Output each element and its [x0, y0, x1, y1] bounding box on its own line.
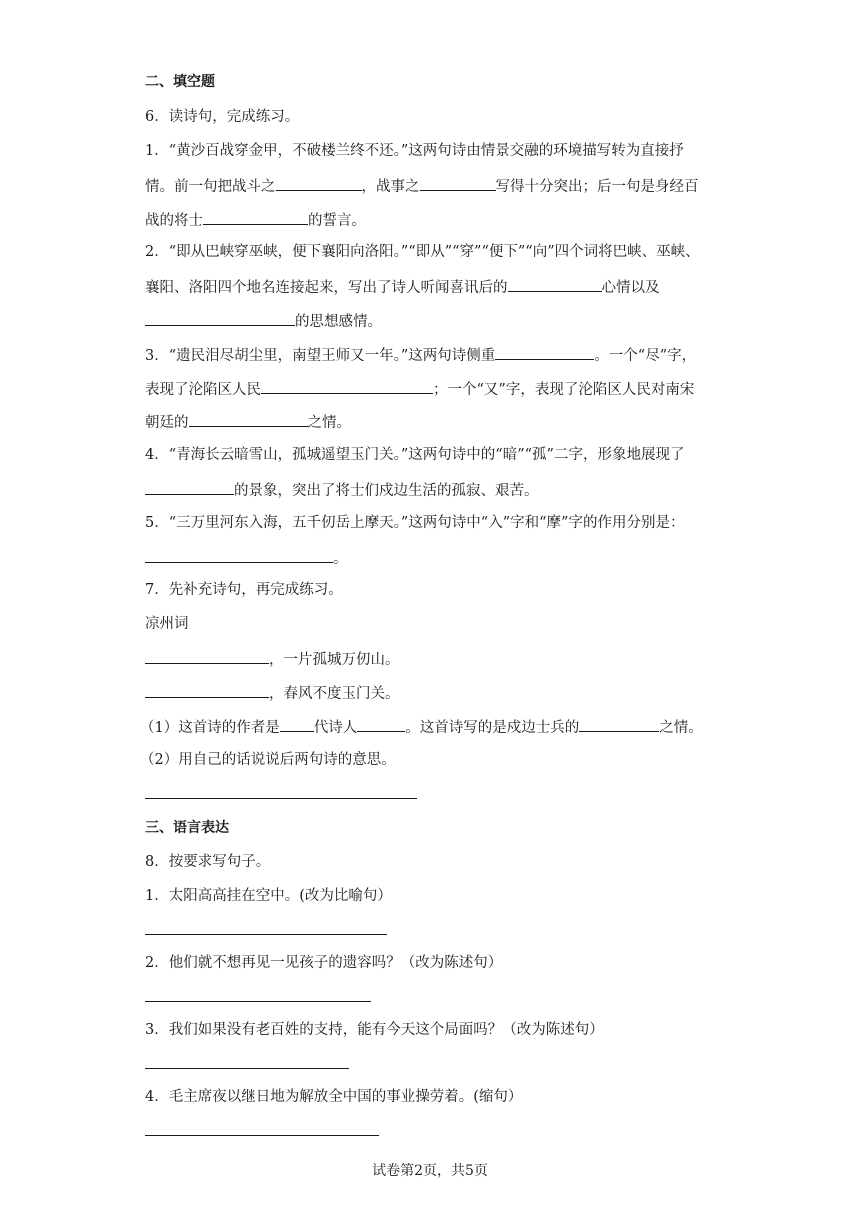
q7-heading: 7．先补充诗句，再完成练习。	[145, 582, 343, 598]
q6-item3-text-e: 朝廷的	[145, 415, 189, 431]
q6-item1-text-d: 战的将士	[145, 213, 203, 229]
q8-item-2: 2．他们就不想再见一见孩子的遗容吗？（改为陈述句）	[145, 955, 503, 971]
q6-item2-line3	[145, 310, 382, 332]
poem-line-2	[145, 682, 400, 704]
q6-item3-text-f: 之情。	[307, 415, 351, 431]
q6-item2-text-c: 的思想感情。	[295, 314, 382, 330]
q6-item3-line2	[145, 378, 694, 400]
answer-blank[interactable]	[203, 209, 308, 225]
answer-blank[interactable]	[145, 310, 295, 326]
answer-line[interactable]	[145, 934, 387, 935]
q7-part2: （2）用自己的话说说后两句诗的意思。	[140, 752, 396, 768]
answer-blank[interactable]	[508, 276, 602, 292]
q6-item3-line3	[145, 411, 351, 433]
answer-blank[interactable]	[261, 378, 433, 394]
answer-line[interactable]	[145, 1001, 371, 1002]
q6-item4-text-a: 的景象，突出了将士们戍边生活的孤寂、艰苦。	[234, 483, 539, 499]
answer-blank[interactable]	[280, 716, 314, 732]
q6-item1-text-b: ，战事之	[361, 179, 420, 195]
answer-line[interactable]	[145, 798, 417, 799]
q6-item3-text-d: ；一个“又”字，表现了沦陷区人民对南宋	[433, 382, 695, 398]
answer-blank[interactable]	[420, 175, 496, 191]
q6-item5-text-a: 。	[333, 551, 348, 567]
answer-blank[interactable]	[357, 716, 405, 732]
q6-item3-line1	[145, 344, 696, 366]
poem-line-2-text: ，春风不度玉门关。	[269, 686, 400, 702]
q8-item-4: 4．毛主席夜以继日地为解放全中国的事业操劳着。(缩句）	[145, 1089, 523, 1105]
poem-line-1	[145, 648, 400, 670]
q6-item2-line1: 2．“即从巴峡穿巫峡，便下襄阳向洛阳。”“即从”“穿”“便下”“向”四个词将巴峡、巫峡、	[145, 244, 700, 260]
q7-part1	[140, 716, 703, 738]
q6-item5-line2	[145, 547, 348, 569]
q6-item2-text-a: 襄阳、洛阳四个地名连接起来，写出了诗人听闻喜讯后的	[145, 280, 508, 296]
answer-blank[interactable]	[276, 175, 362, 191]
q7-part1-text-b: 代诗人	[313, 720, 358, 736]
q6-item4-line1: 4．“青海长云暗雪山，孤城遥望玉门关。”这两句诗中的“暗”“孤”二字，形象地展现了	[145, 447, 685, 463]
q6-item1-text-a: 情。前一句把战斗之	[145, 179, 276, 195]
q6-item2-text-b: 心情以及	[601, 280, 660, 296]
q6-item1-text-c: 写得十分突出；后一句是身经百	[495, 179, 699, 195]
q8-heading: 8．按要求写句子。	[145, 854, 271, 870]
q7-part1-text-a: （1）这首诗的作者是	[140, 720, 280, 736]
q6-item1-text-e: 的誓言。	[308, 213, 366, 229]
answer-blank[interactable]	[145, 479, 234, 495]
answer-line[interactable]	[145, 1135, 379, 1136]
q6-item1-line1: 1．“黄沙百战穿金甲，不破楼兰终不还。”这两句诗由情景交融的环境描写转为直接抒	[145, 143, 684, 159]
answer-blank[interactable]	[579, 716, 659, 732]
q6-item3-text-c: 表现了沦陷区人民	[145, 382, 261, 398]
poem-title: 凉州词	[145, 616, 189, 632]
q6-item2-line2	[145, 276, 660, 298]
section-title-language-expression: 三、语言表达	[145, 820, 229, 836]
answer-blank[interactable]	[189, 411, 308, 427]
q7-part1-text-d: 之情。	[659, 720, 703, 736]
page-footer: 试卷第2页，共5页	[372, 1163, 488, 1179]
q6-heading: 6．读诗句，完成练习。	[145, 109, 300, 125]
q8-item-1: 1．太阳高高挂在空中。(改为比喻句）	[145, 888, 392, 904]
answer-blank[interactable]	[145, 547, 333, 563]
q8-item-3: 3．我们如果没有老百姓的支持，能有今天这个局面吗？（改为陈述句）	[145, 1022, 604, 1038]
q6-item1-line2	[145, 175, 699, 197]
section-title-fill-blank: 二、填空题	[145, 74, 215, 90]
answer-blank[interactable]	[145, 682, 269, 698]
answer-line[interactable]	[145, 1068, 349, 1069]
poem-line-1-text: ，一片孤城万仞山。	[269, 652, 400, 668]
q6-item4-line2	[145, 479, 539, 501]
q6-item3-text-a: 3．“遗民泪尽胡尘里，南望王师又一年。”这两句诗侧重	[145, 348, 496, 364]
q6-item1-line3	[145, 209, 366, 231]
answer-blank[interactable]	[495, 344, 594, 360]
answer-blank[interactable]	[145, 648, 269, 664]
q6-item5-line1: 5．“三万里河东入海，五千仞岳上摩天。”这两句诗中“入”字和“摩”字的作用分别是：	[145, 515, 685, 531]
q6-item3-text-b: 。一个“尽”字，	[594, 348, 697, 364]
q7-part1-text-c: 。这首诗写的是戍边士兵的	[405, 720, 580, 736]
